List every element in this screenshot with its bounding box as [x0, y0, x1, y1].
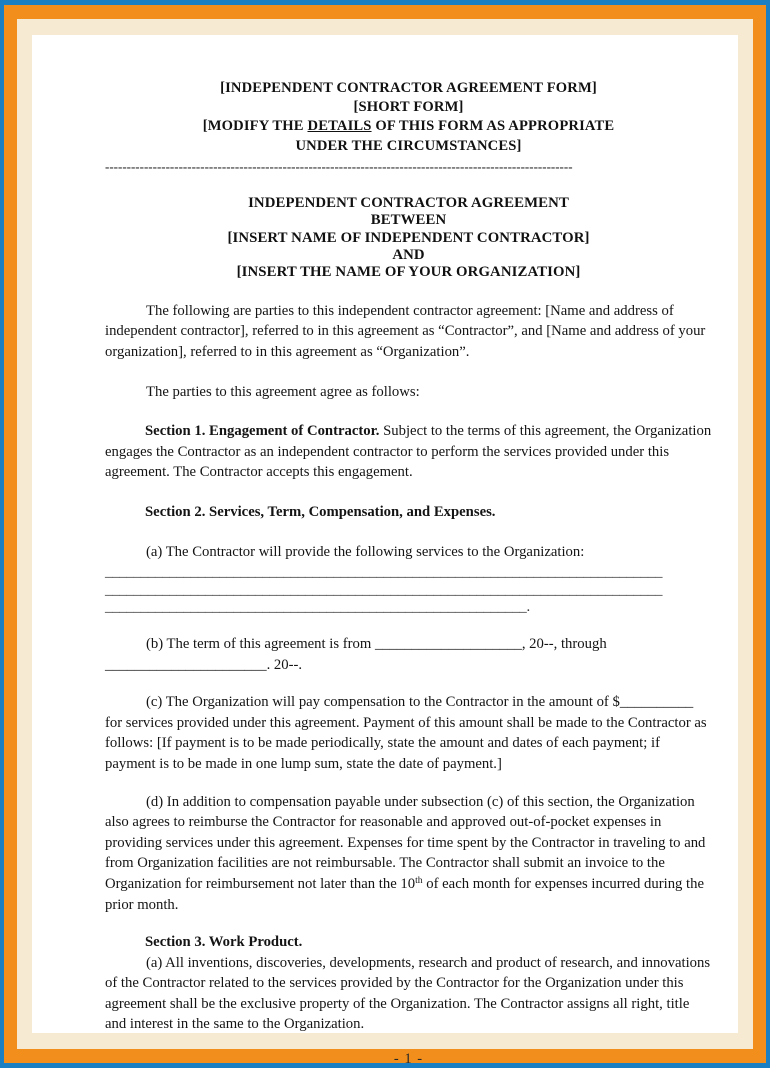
section-1 — [105, 421, 712, 483]
header-line-1: [INDEPENDENT CONTRACTOR AGREEMENT FORM] — [220, 80, 597, 96]
title-line-between: BETWEEN — [370, 212, 447, 229]
section-3-item-a-text: (a) All inventions, discoveries, developments, research and product of research, and innovations of the Contractor related to the services provided by the Contractor for the Organization under this agreement shall be the exclusive property of the Organization. The Contractor assigns all right, title and interest in the same to the Organization. — [105, 954, 711, 1033]
agree-line — [105, 382, 712, 403]
decorative-frame-band — [4, 5, 766, 1068]
header-line-3-before: [MODIFY THE — [202, 118, 308, 135]
header-line-2: [SHORT FORM] — [353, 99, 464, 116]
services-blank-line-1[interactable]: ______________________________________________________________________________ — [105, 564, 663, 581]
header-details-underlined: DETAILS — [307, 118, 372, 135]
parties-paragraph — [105, 301, 712, 363]
parties-paragraph-text: The following are parties to this independent contractor agreement: [Name and address of independent contractor], referred to in this agreement as “Contractor”, and [Name and address of your organization], referred to in this agreement as “Organization”. — [105, 302, 706, 361]
page-number-footer: - 1 - — [393, 1051, 424, 1068]
section-3-heading: Section 3. Work Product. — [145, 934, 303, 951]
section-2-item-d-text-part-1: (d) In addition to compensation payable under subsection (c) of this section, the Organization also agrees to reimburse the Contractor for reasonable and approved out-of-pocket expenses in providing services under this agreement. Expenses for time spent by the Contractor in traveling to and from Organization facilities are not reimbursable. The Contractor shall submit an invoice to the Organization for reimbursement not later than the 10 — [105, 793, 706, 892]
section-2-item-b — [105, 634, 712, 675]
section-2-item-a — [105, 542, 712, 563]
title-line-and: AND — [392, 247, 425, 264]
section-2-item-b-text: (b) The term of this agreement is from ____________________, 20--, through ______________________. 20--. — [105, 635, 607, 673]
document-page — [32, 35, 738, 1068]
title-line-1: INDEPENDENT CONTRACTOR AGREEMENT — [248, 194, 569, 211]
title-line-organization: [INSERT THE NAME OF YOUR ORGANIZATION] — [236, 264, 581, 281]
section-3-heading-row — [105, 932, 712, 953]
document-sheet — [32, 35, 770, 1068]
section-2-heading: Section 2. Services, Term, Compensation, and Expenses. — [145, 504, 496, 520]
section-2-item-d-text-part-2: of each month for expenses incurred during the prior month. — [105, 875, 704, 913]
services-blank-line-2[interactable]: ______________________________________________________________________________ — [105, 581, 663, 598]
agreement-title-block — [105, 195, 712, 282]
title-line-contractor: [INSERT NAME OF INDEPENDENT CONTRACTOR] — [227, 229, 590, 246]
header-line-3-after: OF THIS FORM AS APPROPRIATE — [371, 118, 615, 135]
section-1-text: Subject to the terms of this agreement, the Organization engages the Contractor as an independent contractor to perform the services provided under this agreement. The Contractor accepts this engagement. — [105, 423, 712, 481]
form-header — [105, 79, 712, 156]
header-line-4: UNDER THE CIRCUMSTANCES] — [295, 137, 522, 154]
agree-line-text: The parties to this agreement agree as follows: — [146, 383, 420, 400]
services-blank-line-3[interactable]: ___________________________________________________________. — [105, 599, 530, 616]
ordinal-suffix-superscript: th — [415, 874, 423, 886]
section-2-item-c — [105, 692, 712, 774]
services-fill-in-lines — [105, 564, 712, 617]
section-3-item-a — [105, 953, 712, 1035]
decorative-frame-hairline — [17, 19, 753, 1068]
header-separator: ------------------------------------------------------------------------------------------------------------ — [105, 158, 573, 174]
section-2-item-d — [105, 792, 712, 916]
section-2-heading-row — [105, 502, 712, 523]
section-2-item-a-text: (a) The Contractor will provide the following services to the Organization: — [146, 543, 585, 560]
section-2-item-c-text: (c) The Organization will pay compensation to the Contractor in the amount of $__________ for services provided under this agreement. Payment of this amount shall be made to the Contractor as follows: [If payment is to be made periodically, state the amount and dates of each payment; if payment is to be made in one lump sum, state the date of payment.] — [105, 694, 707, 772]
section-1-heading: Section 1. Engagement of Contractor. — [145, 423, 380, 440]
header-line-3 — [105, 117, 712, 136]
